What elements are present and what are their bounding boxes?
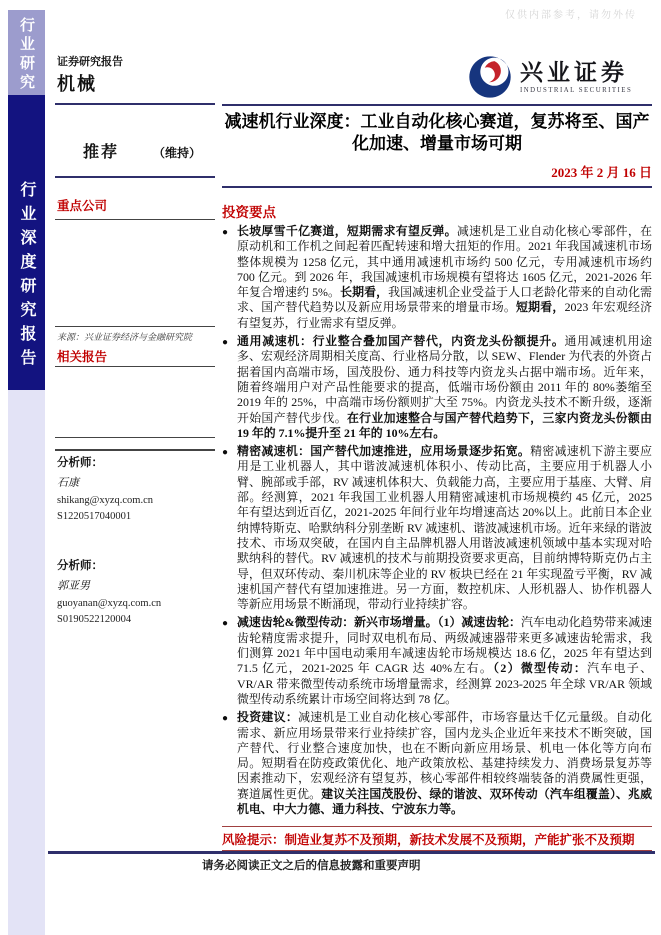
bullet-market-overview: ● 长坡厚雪千亿赛道，短期需求有望反弹。减速机是工业自动化核心零部件，在原动机和工作机之间起着匹配转速和增大扭矩的作用。2021 年我国减速机市场整体规模为 1258 亿元，其中通用减速机市场约 500 亿元，专用减速机市场约 700 亿元。到 2026 年，我国减速机市场规模有望将达 1605 亿元，2021-2026 年年复合增速约 5%。长期看，我国减速机企业受益于人口老龄化带来的自动化需求、国产替代趋势以及新应用场景带来的增量市场。短期看，2023 年宏观经济有望复苏，行业需求有望反弹。 [222, 224, 652, 331]
analyst-block-2 [57, 557, 213, 625]
rating-row [83, 139, 201, 162]
bullet-precision-reducer: ● 精密减速机：国产替代加速推进，应用场景逐步拓宽。精密减速机下游主要应用是工业机器人，其中谐波减速机体积小、传动比高，主要应用于机器人小臂、腕部或手部，RV 减速机体积大、负载能力高，主要应用于基座、大臂、肩部。经测算，2021 年我国工业机器人用精密减速机市场规模约 45 亿元，2025 年有望达到近百亿，2021-2025 年间行业年均增速高达 20%以上。此前日本企业纳博特斯克、哈默纳科分别垄断 RV 减速机、谐波减速机市场。近年来绿的谐波技术、市场双突破，在国内自主品牌机器人用谐波减速机领域中基本实现对哈默纳科的替代。RV 减速机的技术与前期投资要求更高，目前纳博特斯克仍占主导，但双环传动、秦川机床等企业的 RV 板块已经在 21 年实现盈亏平衡，RV 减速机国产替代有望加速推进。另一方面，数控机床、人形机器人、协作机器人等新应用场景不断涌现，带动行业持续扩容。 [222, 444, 652, 612]
analyst-block-1 [57, 454, 213, 522]
rating-status: （维持） [153, 146, 202, 160]
divider-rating [55, 176, 215, 178]
analyst-license: S0190522120004 [57, 614, 132, 625]
analyst-license: S1220517040001 [57, 511, 132, 522]
divider-key-companies [55, 219, 215, 220]
report-date: 2023 年 2 月 16 日 [551, 165, 652, 180]
brand-text [520, 60, 632, 93]
rating-value: 推荐 [83, 144, 120, 161]
investment-highlights-list [222, 224, 652, 820]
divider-industry [55, 103, 215, 105]
analyst-name: 郭亚男 [57, 580, 90, 592]
related-reports-heading: 相关报告 [57, 350, 108, 364]
section-title-investment-highlights: 投资要点 [222, 205, 276, 220]
divider-header [222, 104, 652, 106]
risk-warning: 风险提示：制造业复苏不及预期，新技术发展不及预期，产能扩张不及预期 [222, 826, 652, 851]
divider-date [222, 186, 652, 188]
report-category-label: 证券研究报告 [57, 56, 123, 68]
analyst-email: shikang@xyzq.com.cn [57, 495, 153, 506]
industry-label: 机械 [57, 74, 97, 94]
sidebar-report-type-label: 行业深度研究报告 [18, 181, 35, 373]
sidebar-section-report-type [8, 95, 45, 390]
divider-analyst-box [55, 449, 215, 451]
analyst-role-label: 分析师： [57, 560, 103, 572]
divider-analyst-top [55, 437, 215, 438]
divider-source-top [55, 326, 215, 327]
brand-name-en: INDUSTRIAL SECURITIES [520, 86, 633, 94]
sidebar-industry-research-label: 行业研究 [18, 17, 34, 93]
report-title: 减速机行业深度：工业自动化核心赛道，复苏将至、国产化加速、增量市场可期 [224, 112, 650, 154]
sidebar-section-industry-research [8, 10, 45, 95]
analyst-role-label: 分析师： [57, 457, 103, 469]
brand-name-cn: 兴业证券 [520, 60, 628, 86]
source-note: 来源：兴业证券经济与金融研究院 [57, 332, 193, 342]
bullet-investment-advice: ● 投资建议：减速机是工业自动化核心零部件，市场容量达千亿元量级。自动化需求、新应用场景带来行业持续扩容，国内龙头企业近年来技术不断突破，国产替代、行业整合速度加快，也在不断向新应用场景、机电一体化等方向布局。短期看在防疫政策优化、地产政策放松、基建持续发力、消费场景复苏等因素推动下，宏观经济有望复苏，核心零部件相较终端装备的消费属性更强，赛道属性更优。建议关注国茂股份、绿的谐波、双环传动（汽车组覆盖）、兆威机电、中大力德、通力科技、宁波东力等。 [222, 710, 652, 817]
divider-related-reports [55, 366, 215, 367]
bullet-general-reducer: ● 通用减速机：行业整合叠加国产替代，内资龙头份额提升。通用减速机用途多、宏观经济周期相关度高、行业格局分散，以 SEW、Flender 为代表的外资占据着国内高端市场，国茂股份、通力科技等内资龙头占据中端市场。近年来，随着终端用户对产品性能要求的提高，低端市场份额由 2011 年的 80%萎缩至 2019 年的 25%，中高端市场份额则扩大至 75%。内资龙头技术不断升级，逐渐开始国产替代步伐。在行业加速整合与国产替代趋势下，三家内资龙头份额由 19 年的 7.1%提升至 21 年的 10%左右。 [222, 334, 652, 441]
footer-disclaimer: 请务必阅读正文之后的信息披露和重要声明 [202, 860, 421, 872]
key-companies-heading: 重点公司 [57, 199, 108, 213]
sidebar-section-bottom [8, 390, 45, 935]
brand-logo [468, 55, 632, 99]
analyst-name: 石康 [57, 477, 79, 489]
watermark: 仅供内部参考，请勿外传 [505, 10, 637, 21]
bullet-gear-micro-drive: ● 减速齿轮&微型传动：新兴市场增量。（1）减速齿轮：汽车电动化趋势带来减速齿轮精度需求提升，同时双电机布局、两级减速器带来更多减速齿轮需求，我们测算 2021 年中国电动乘用车减速齿轮市场规模达 18.6 亿，2025 年有望达到 71.5 亿元，2021-2025 年 CAGR 达 40%左右。（2）微型传动：汽车电子、VR/AR 带来微型传动系统市场增量需求，经测算 2023-2025 年全球 VR/AR 领域微型传动系统累计市场空间将达到 78 亿。 [222, 615, 652, 707]
brand-swirl-icon [468, 55, 512, 99]
analyst-email: guoyanan@xyzq.com.cn [57, 598, 162, 609]
divider-footer [48, 851, 655, 854]
